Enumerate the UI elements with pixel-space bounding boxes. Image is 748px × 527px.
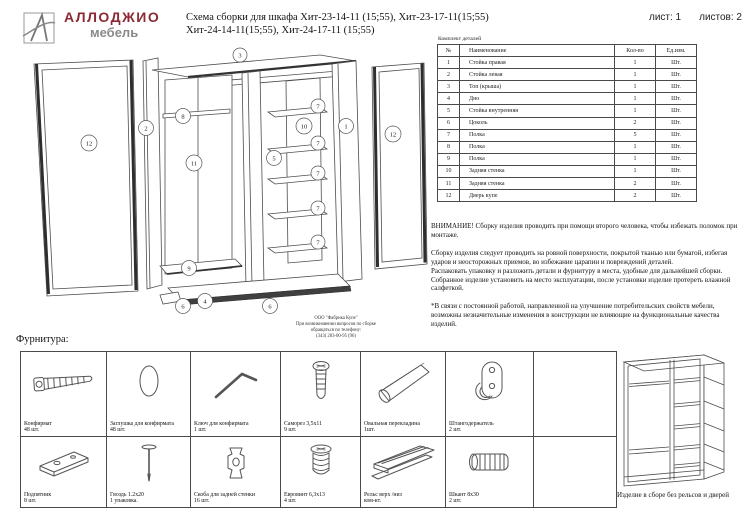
dowel-icon <box>458 442 522 484</box>
foot-glide-icon <box>32 442 96 484</box>
factory-name: ООО "Фабрика Купе" <box>314 316 358 321</box>
euro-screw-icon <box>293 442 349 484</box>
col-header-name: Наименование <box>460 45 615 57</box>
hardware-qty: 1 шт. <box>194 427 207 434</box>
callout-12-right <box>385 126 401 142</box>
hardware-cell-empty-1 <box>534 352 617 437</box>
hardware-qty: ком-кт. <box>364 498 382 505</box>
small-screw-icon <box>293 357 349 409</box>
svg-text:3: 3 <box>238 52 242 60</box>
nail-icon <box>119 442 179 484</box>
table-row: 6 Цоколь 2 Шт. <box>438 117 697 129</box>
callout-9 <box>182 261 197 276</box>
hardware-qty: 16 шт. <box>194 498 210 505</box>
table-row: 1 Стойка правая 1 Шт. <box>438 57 697 69</box>
hardware-qty: 9 шт. <box>284 427 297 434</box>
hardware-name: Заглушка для конфирмата <box>110 420 174 427</box>
svg-text:12: 12 <box>85 140 93 148</box>
cap-icon <box>119 357 179 407</box>
hardware-name: Саморез 3,5х11 <box>284 420 323 427</box>
sheet-info <box>612 12 742 23</box>
rail-icon <box>368 442 438 486</box>
callout-11 <box>186 155 202 171</box>
parts-table-caption: Комплект деталей <box>438 36 482 42</box>
table-row: 11 Задняя стенка 2 Шт. <box>438 178 697 190</box>
svg-text:1: 1 <box>344 123 348 131</box>
callout-3 <box>233 48 247 62</box>
hardware-name: Штангодержатель <box>449 420 494 427</box>
table-row: 2 Стойка левая 1 Шт. <box>438 69 697 81</box>
hardware-qty: 48 шт. <box>24 427 40 434</box>
svg-text:8: 8 <box>181 113 185 121</box>
hardware-cell-cap <box>107 352 191 437</box>
sheets-total: листов: 2 <box>699 12 742 23</box>
callout-7d <box>311 201 325 215</box>
svg-text:6: 6 <box>181 303 185 311</box>
col-header-unit: Ед.изм. <box>656 45 697 57</box>
callout-5 <box>267 151 282 166</box>
hardware-name: Овальная перекладина <box>364 420 420 427</box>
exploded-assembly-diagram <box>20 44 430 340</box>
bracket-icon <box>204 442 268 484</box>
page-title-line1: Схема сборки для шкафа Хит-23-14-11 (15;55), Хит-23-17-11(15;55) <box>186 12 489 23</box>
logo-title: АЛЛОДЖИО <box>64 9 161 25</box>
callout-7a <box>311 99 325 113</box>
note-paragraph: Распаковать упаковку и разложить детали и фурнитуру в места, удобные для дальнейшей сборки. <box>431 266 723 275</box>
hardware-cell-podpyatnik <box>21 437 107 508</box>
callout-6a <box>176 299 191 314</box>
confirmat-screw-icon <box>30 357 98 407</box>
hardware-name: Скоба для задней стенки <box>194 491 255 498</box>
col-header-qty: Кол-во <box>615 45 656 57</box>
callout-7b <box>311 136 325 150</box>
table-row: 7 Полка 5 Шт. <box>438 129 697 141</box>
table-row: 5 Стойка внутренняя 1 Шт. <box>438 105 697 117</box>
hardware-qty: 8 шт. <box>24 498 37 505</box>
table-row: 3 Топ (крыша) 1 Шт. <box>438 81 697 93</box>
table-row: 4 Дно 1 Шт. <box>438 93 697 105</box>
hardware-qty: 1шт. <box>364 427 375 434</box>
svg-text:11: 11 <box>190 160 198 168</box>
hardware-qty: 48 шт. <box>110 427 126 434</box>
page-title-line2: Хит-24-14-11(15;55), Хит-24-17-11 (15;55) <box>186 25 375 36</box>
svg-text:5: 5 <box>272 155 276 163</box>
factory-note2: обращаться по телефону: <box>310 328 362 333</box>
callout-2 <box>139 121 154 136</box>
hardware-name: Конфирмат <box>24 420 52 427</box>
assembly-notes <box>431 222 745 329</box>
hardware-cell-samorez <box>281 352 361 437</box>
svg-text:4: 4 <box>203 298 207 306</box>
hardware-cell-nail <box>107 437 191 508</box>
factory-note1: При возникновении вопросов по сборке <box>295 322 377 327</box>
hardware-cell-dowel <box>446 437 534 508</box>
svg-text:7: 7 <box>316 170 320 178</box>
warning-text: ВНИМАНИЕ! Сборку изделия проводить при помощи второго человека, чтобы избежать поломок при монтаже. <box>431 222 738 239</box>
parts-header-row <box>438 45 697 57</box>
factory-contact <box>252 316 420 340</box>
hardware-name: Ключ для конфирмата <box>194 420 249 427</box>
svg-text:7: 7 <box>316 239 320 247</box>
callout-4 <box>198 294 213 309</box>
callout-7c <box>311 166 325 180</box>
callout-10 <box>296 118 312 134</box>
hardware-cell-rod-holder <box>446 352 534 437</box>
hardware-section-title: Фурнитура: <box>16 334 69 345</box>
hardware-qty: 4 шт. <box>284 498 297 505</box>
hardware-cell-confirmat <box>21 352 107 437</box>
table-row: 10 Задняя стенка 1 Шт. <box>438 165 697 177</box>
logo-mark-icon <box>22 10 56 46</box>
svg-text:10: 10 <box>300 123 308 131</box>
svg-text:7: 7 <box>316 140 320 148</box>
assembled-product-drawing <box>614 346 744 492</box>
svg-text:9: 9 <box>187 265 191 273</box>
note-disclaimer: *В связи с постоянной работой, направленной на улучшение потребительских свойств мебели, возможны незначительные изменения в конструкции не влияющие на функциональные качества изделий. <box>431 302 720 329</box>
factory-phone: (343) 283-00-95 (96) <box>316 334 356 339</box>
note-paragraph: Сборку изделия следует проводить на ровной поверхности, покрытой тканью или бумагой, избегая ударов и неосторожных приемов, во избежание царапин и повреждений деталей. <box>431 248 728 266</box>
svg-text:12: 12 <box>389 131 397 139</box>
hardware-table <box>20 351 617 508</box>
note-paragraph: Собранное изделие установить на место эксплуатации, после установки изделие протереть влажной салфеткой. <box>431 275 731 293</box>
sheet-number: лист: 1 <box>648 12 682 23</box>
hardware-qty: 1 упаковка. <box>110 498 138 505</box>
hardware-name: Рельс верх /низ <box>364 491 402 498</box>
hardware-cell-skoba <box>191 437 281 508</box>
page-title <box>186 11 566 37</box>
table-row: 12 Дверь купе 2 Шт. <box>438 190 697 202</box>
assembled-product-caption: Изделие в сборе без рельсов и дверей <box>616 491 730 499</box>
hardware-qty: 2 шт. <box>449 498 462 505</box>
svg-text:6: 6 <box>268 303 272 311</box>
table-row: 9 Полка 1 Шт. <box>438 153 697 165</box>
table-row: 8 Полка 1 Шт. <box>438 141 697 153</box>
hardware-cell-oval-rod <box>361 352 446 437</box>
rod-holder-icon <box>458 357 522 411</box>
hardware-name: Евровинт 6,3х13 <box>284 491 325 498</box>
hardware-cell-rail <box>361 437 446 508</box>
logo-subtitle: мебель <box>90 25 139 40</box>
svg-text:2: 2 <box>144 125 148 133</box>
callout-7e <box>311 235 325 249</box>
hardware-cell-hex-key <box>191 352 281 437</box>
hex-key-icon <box>204 357 268 407</box>
oval-rod-icon <box>371 357 435 411</box>
hardware-name: Шкант 8х30 <box>449 491 479 498</box>
svg-text:7: 7 <box>316 103 320 111</box>
callout-1 <box>339 119 354 134</box>
hardware-name: Подпятник <box>24 491 52 498</box>
hardware-qty: 2 шт. <box>449 427 462 434</box>
parts-table <box>437 44 697 202</box>
svg-text:7: 7 <box>316 205 320 213</box>
callout-12-left <box>81 135 97 151</box>
callout-8 <box>176 109 191 124</box>
col-header-num: № <box>438 45 460 57</box>
hardware-name: Гвоздь 1.2х20 <box>110 491 144 498</box>
hardware-cell-eurovint <box>281 437 361 508</box>
callout-6b <box>263 299 278 314</box>
